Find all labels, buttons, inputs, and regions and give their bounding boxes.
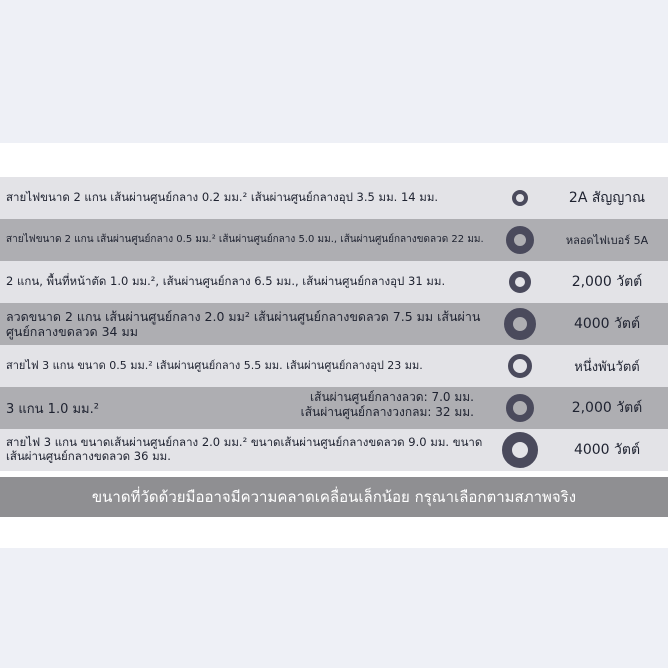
washer-cell [498,387,542,429]
spec-description-text: สายไฟ 3 แกน ขนาดเส้นผ่านศูนย์กลาง 2.0 มม.² ขนาดเส้นผ่านศูนย์กลางขดลวด 9.0 มม. ขนาดเส้นผ่านศูนย์กลางขดลวด 36 มม. [6,435,483,463]
spec-row [0,219,668,261]
washer-ring-icon [509,271,531,293]
washer-cell [498,429,542,471]
measurement-disclaimer: ขนาดที่วัดด้วยมืออาจมีความคลาดเคลื่อนเล็กน้อย กรุณาเลือกตามสภาพจริง [0,477,668,517]
spec-row [0,177,668,219]
spec-description [6,303,498,345]
spec-description-text: 2 แกน, พื้นที่หน้าตัด 1.0 มม.², เส้นผ่านศูนย์กลาง 6.5 มม., เส้นผ่านศูนย์กลางอุป 31 มม. [6,274,446,289]
washer-cell [498,261,542,303]
spec-description [6,261,498,303]
power-rating: 4000 วัตต์ [573,442,641,458]
washer-ring-icon [504,308,536,340]
core-size: 3 แกน 1.0 มม.² [6,401,99,417]
wire-diameter: เส้นผ่านศูนย์กลางลวด: 7.0 มม. [310,390,474,404]
spec-description [6,219,498,261]
spec-row [0,387,668,429]
power-rating: หนึ่งพันวัตต์ [574,359,640,375]
power-rating: 2A สัญญาณ [568,190,646,206]
washer-cell [498,345,542,387]
power-rating: หลอดไฟเบอร์ 5A [565,234,649,247]
washer-cell [498,303,542,345]
spec-description [6,345,498,387]
spec-description-text: ลวดขนาด 2 แกน เส้นผ่านศูนย์กลาง 2.0 มม² เส้นผ่านศูนย์กลางขดลวด 7.5 มม เส้นผ่านศูนย์กลางขดลวด 34 มม [6,309,481,339]
spec-description [6,387,498,429]
washer-ring-icon [502,432,538,468]
washer-cell [498,177,542,219]
spec-description-text: สายไฟขนาด 2 แกน เส้นผ่านศูนย์กลาง 0.2 มม.² เส้นผ่านศูนย์กลางอุป 3.5 มม. 14 มม. [6,190,439,205]
spec-row [0,261,668,303]
washer-ring-icon [506,394,534,422]
spec-row [0,429,668,471]
power-rating: 2,000 วัตต์ [571,274,643,290]
coil-diameter: เส้นผ่านศูนย์กลางวงกลม: 32 มม. [300,405,474,419]
spec-description [6,429,498,471]
diameters [301,390,474,420]
washer-ring-icon [506,226,534,254]
power-rating: 2,000 วัตต์ [571,400,643,416]
spec-description-text: สายไฟขนาด 2 แกน เส้นผ่านศูนย์กลาง 0.5 มม.² เส้นผ่านศูนย์กลาง 5.0 มม., เส้นผ่านศูนย์กลางขดลวด 22 มม. [6,234,484,245]
spec-row [0,345,668,387]
washer-ring-icon [508,354,532,378]
washer-ring-icon [512,190,528,206]
washer-cell [498,219,542,261]
spec-row [0,303,668,345]
spec-table [0,177,668,471]
spec-description [6,177,498,219]
spec-description-text: สายไฟ 3 แกน ขนาด 0.5 มม.² เส้นผ่านศูนย์กลาง 5.5 มม. เส้นผ่านศูนย์กลางอุป 23 มม. [6,359,423,373]
power-rating: 4000 วัตต์ [573,316,641,332]
